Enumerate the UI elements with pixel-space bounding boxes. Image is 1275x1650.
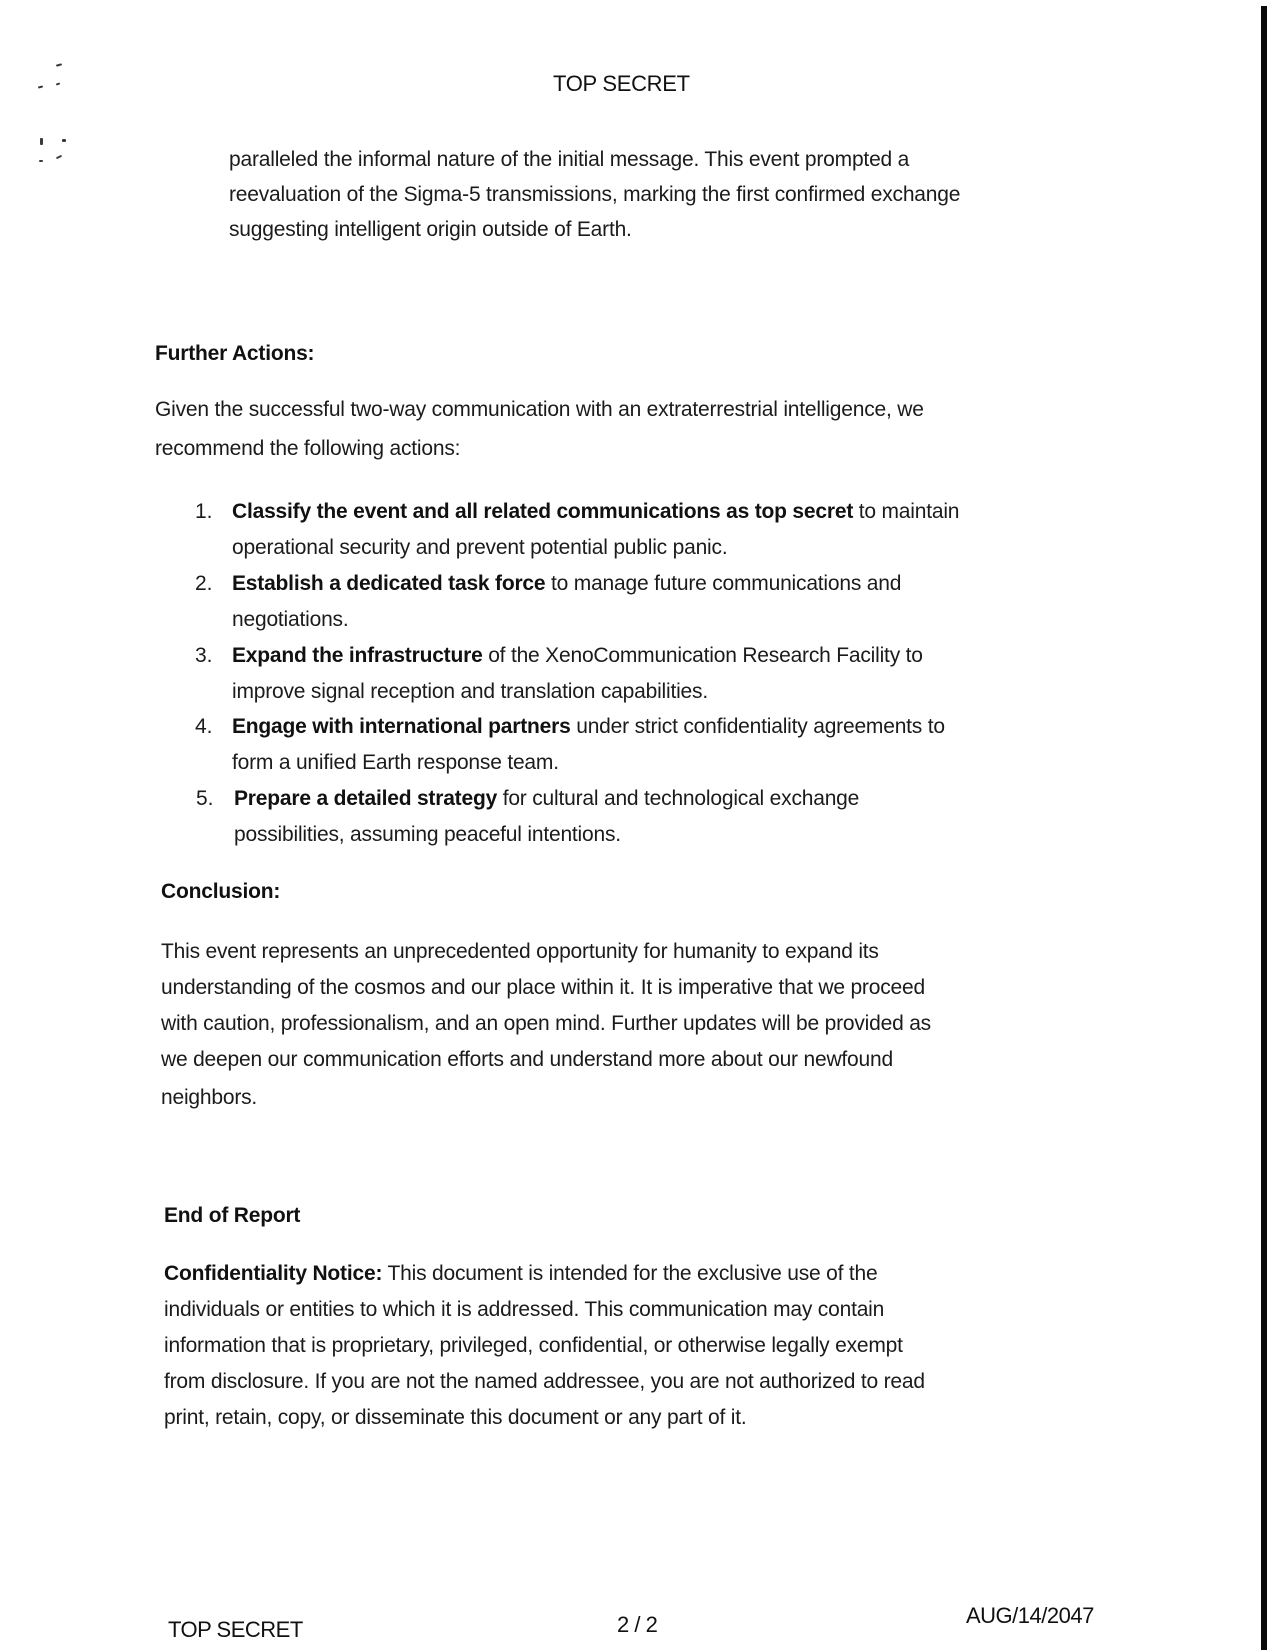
conclusion-line: understanding of the cosmos and our place within it. It is imperative that we proceed bbox=[161, 976, 925, 999]
list-item-bold: Establish a dedicated task force bbox=[232, 572, 546, 595]
list-item-line1: Prepare a detailed strategy for cultural and technological exchange bbox=[234, 787, 860, 810]
further-actions-intro-line: Given the successful two-way communication with an extraterrestrial intelligence, we bbox=[155, 398, 924, 421]
list-item-number: 2. bbox=[195, 572, 213, 595]
conclusion-line: with caution, professionalism, and an open mind. Further updates will be provided as bbox=[161, 1012, 931, 1035]
confidentiality-line: individuals or entities to which it is addressed. This communication may contain bbox=[164, 1298, 885, 1321]
page-edge-border bbox=[1261, 6, 1267, 1650]
further-actions-intro-line: recommend the following actions: bbox=[155, 437, 461, 460]
list-item-bold: Classify the event and all related communications as top secret bbox=[232, 500, 854, 523]
footer-classification: TOP SECRET bbox=[168, 1617, 303, 1642]
scan-artifact bbox=[56, 82, 60, 85]
list-item-line2: possibilities, assuming peaceful intentions. bbox=[234, 823, 621, 846]
further-actions-heading: Further Actions: bbox=[155, 342, 315, 365]
scan-artifact bbox=[56, 155, 62, 159]
footer-date: AUG/14/2047 bbox=[966, 1603, 1094, 1628]
list-item-line2: negotiations. bbox=[232, 608, 349, 631]
list-item-line1: Expand the infrastructure of the XenoCommunication Research Facility to bbox=[232, 644, 923, 667]
confidentiality-label: Confidentiality Notice: bbox=[164, 1262, 383, 1285]
confidentiality-line: Confidentiality Notice: This document is intended for the exclusive use of the bbox=[164, 1262, 878, 1285]
conclusion-line: neighbors. bbox=[161, 1086, 258, 1109]
intro-line: paralleled the informal nature of the initial message. This event prompted a bbox=[229, 148, 910, 171]
confidentiality-line: print, retain, copy, or disseminate this document or any part of it. bbox=[164, 1406, 747, 1429]
scan-artifact bbox=[40, 138, 43, 145]
end-of-report-heading: End of Report bbox=[164, 1204, 301, 1227]
scan-artifact bbox=[62, 139, 66, 142]
list-item-bold: Engage with international partners bbox=[232, 715, 571, 738]
list-item-bold: Prepare a detailed strategy bbox=[234, 787, 498, 810]
scan-artifact bbox=[56, 63, 62, 66]
list-item-line1: Engage with international partners under strict confidentiality agreements to bbox=[232, 715, 945, 738]
list-item-bold: Expand the infrastructure bbox=[232, 644, 483, 667]
intro-line: suggesting intelligent origin outside of Earth. bbox=[229, 218, 632, 241]
conclusion-heading: Conclusion: bbox=[161, 880, 281, 903]
list-item-number: 4. bbox=[195, 715, 213, 738]
scan-artifact bbox=[39, 160, 43, 162]
list-item-line1: Establish a dedicated task force to manage future communications and bbox=[232, 572, 902, 595]
list-item-number: 5. bbox=[196, 787, 214, 810]
list-item-line1: Classify the event and all related communications as top secret to maintain bbox=[232, 500, 960, 523]
confidentiality-line: information that is proprietary, privileged, confidential, or otherwise legally exempt bbox=[164, 1334, 903, 1357]
scan-artifact bbox=[38, 85, 43, 88]
page-header-classification: TOP SECRET bbox=[553, 71, 690, 96]
intro-line: reevaluation of the Sigma-5 transmissions, marking the first confirmed exchange bbox=[229, 183, 961, 206]
list-item-line2: operational security and prevent potential public panic. bbox=[232, 536, 728, 559]
conclusion-line: we deepen our communication efforts and understand more about our newfound bbox=[161, 1048, 893, 1071]
list-item-number: 1. bbox=[195, 500, 213, 523]
list-item-line2: form a unified Earth response team. bbox=[232, 751, 559, 774]
list-item-line2: improve signal reception and translation capabilities. bbox=[232, 680, 708, 703]
conclusion-line: This event represents an unprecedented opportunity for humanity to expand its bbox=[161, 940, 879, 963]
confidentiality-line: from disclosure. If you are not the named addressee, you are not authorized to read bbox=[164, 1370, 925, 1393]
footer-page-number: 2 / 2 bbox=[617, 1612, 658, 1637]
list-item-number: 3. bbox=[195, 644, 213, 667]
